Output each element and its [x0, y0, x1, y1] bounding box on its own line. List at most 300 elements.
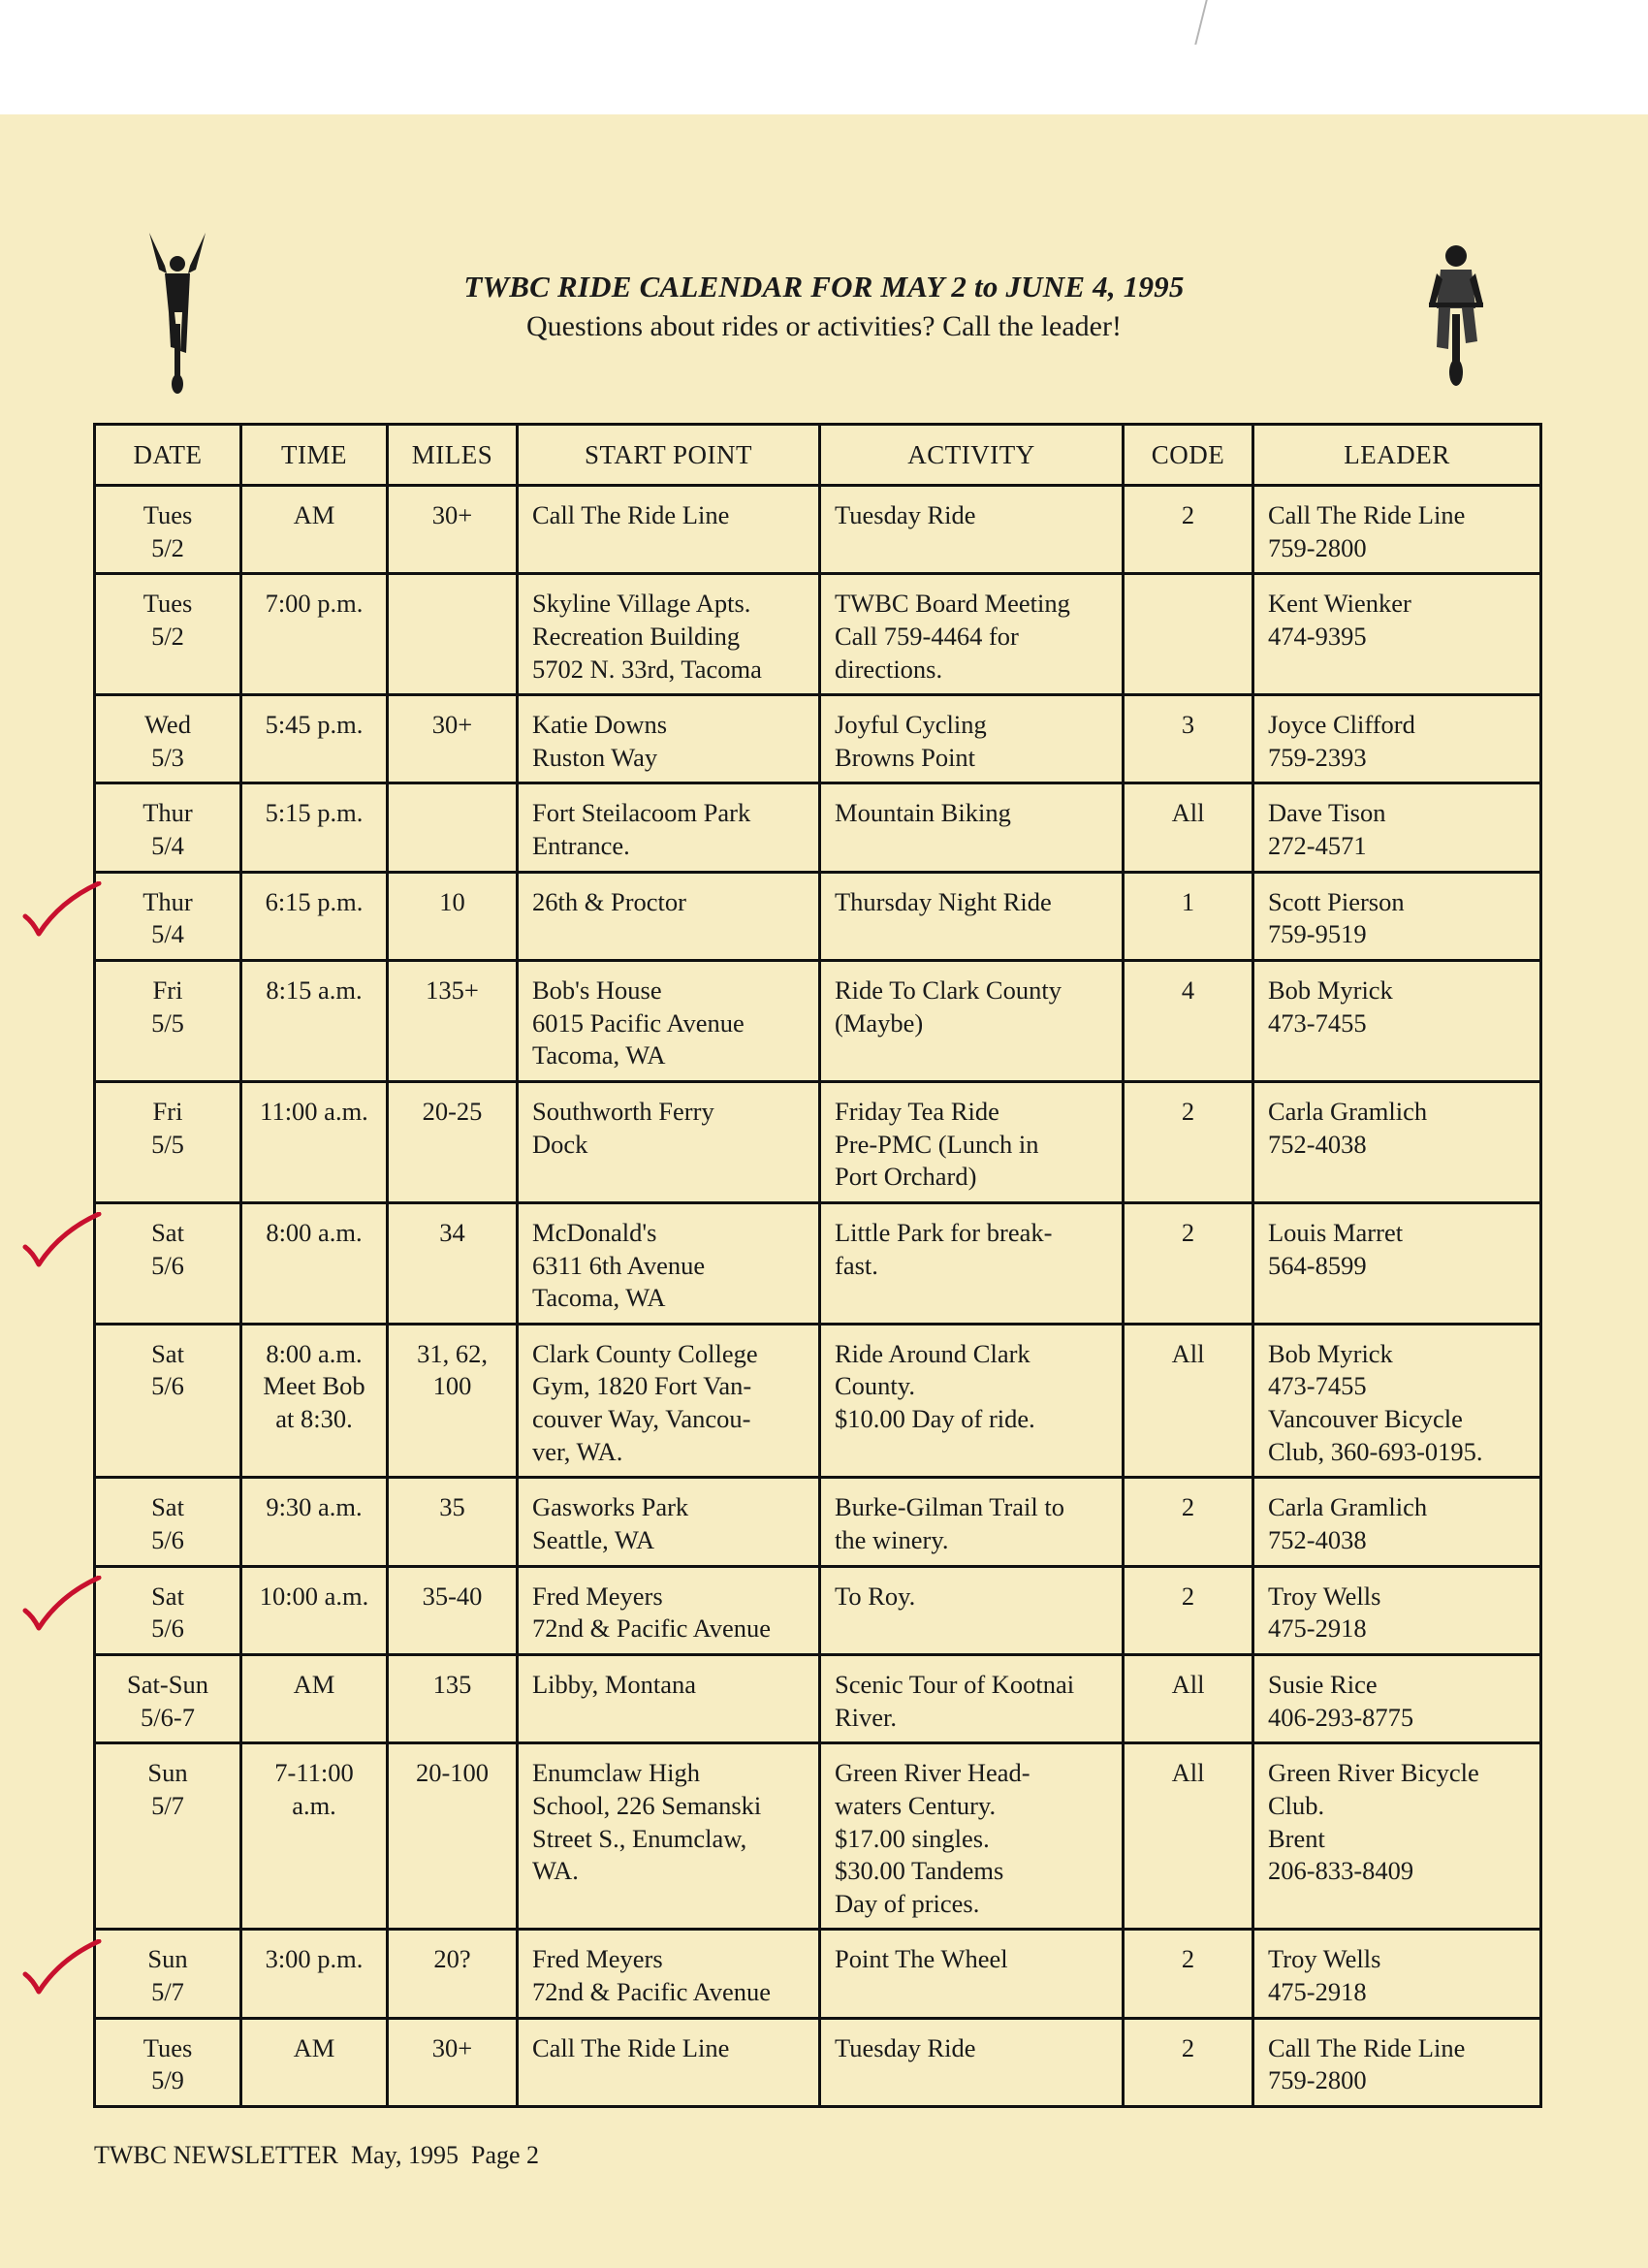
time-line: AM — [293, 1669, 335, 1699]
cell-leader — [1253, 1930, 1541, 2018]
cell-date — [95, 695, 241, 783]
cyclist-riding-icon — [1423, 240, 1489, 388]
cell-time — [241, 872, 388, 960]
leader-line: 473-7455 — [1268, 1371, 1367, 1401]
cell-time — [241, 574, 388, 695]
table-row — [95, 1324, 1541, 1478]
time-line: at 8:30. — [275, 1404, 353, 1434]
start-point-line: Clark County College — [532, 1338, 758, 1368]
cell-time — [241, 486, 388, 574]
miles-line: 35 — [439, 1492, 465, 1522]
red-check-mark-icon — [21, 881, 103, 940]
start-point-line: Tacoma, WA — [532, 1040, 666, 1070]
code-line: 2 — [1181, 1581, 1195, 1611]
cell-start-point — [518, 1324, 820, 1478]
cell-time — [241, 1930, 388, 2018]
leader-line: 759-2800 — [1268, 2065, 1367, 2095]
activity-line: Scenic Tour of Kootnai — [835, 1669, 1075, 1699]
date-line: 5/9 — [151, 2065, 184, 2095]
cell-start-point — [518, 1081, 820, 1202]
cell-code — [1124, 1478, 1253, 1566]
start-point-line: Call The Ride Line — [532, 500, 730, 529]
cell-date — [95, 574, 241, 695]
cell-time — [241, 1478, 388, 1566]
code-line: 2 — [1181, 500, 1195, 529]
time-line: 7:00 p.m. — [265, 589, 364, 619]
leader-line: 752-4038 — [1268, 1129, 1367, 1159]
cell-leader — [1253, 872, 1541, 960]
code-line: 2 — [1181, 1096, 1195, 1126]
table-row — [95, 1478, 1541, 1566]
activity-line: Joyful Cycling — [835, 710, 987, 740]
start-point-line: Enumclaw High — [532, 1758, 700, 1788]
code-line: 2 — [1181, 1944, 1195, 1974]
date-line: Sun — [147, 1944, 188, 1974]
leader-line: Troy Wells — [1268, 1944, 1381, 1974]
start-point-line: Fred Meyers — [532, 1581, 663, 1611]
code-line: All — [1171, 798, 1205, 828]
activity-line: $17.00 singles. — [835, 1823, 990, 1853]
start-point-line: Seattle, WA — [532, 1525, 655, 1555]
activity-line: County. — [835, 1371, 915, 1401]
activity-line: (Maybe) — [835, 1007, 924, 1038]
miles-line: 10 — [439, 886, 465, 916]
start-point-line: 72nd & Pacific Avenue — [532, 1613, 772, 1644]
leader-line: 564-8599 — [1268, 1250, 1367, 1280]
cell-date — [95, 2018, 241, 2106]
time-line: 9:30 a.m. — [266, 1492, 363, 1522]
cell-activity — [820, 1930, 1124, 2018]
cell-activity — [820, 1478, 1124, 1566]
date-line: 5/6 — [151, 1525, 184, 1555]
table-row — [95, 1566, 1541, 1654]
activity-line: Point The Wheel — [835, 1944, 1008, 1974]
cell-time — [241, 1081, 388, 1202]
cell-date — [95, 783, 241, 872]
table-row — [95, 486, 1541, 574]
cell-code — [1124, 2018, 1253, 2106]
cell-time — [241, 695, 388, 783]
time-line: 5:15 p.m. — [265, 798, 364, 828]
leader-line: Brent — [1268, 1823, 1325, 1853]
activity-line: River. — [835, 1702, 898, 1732]
date-line: 5/6 — [151, 1250, 184, 1280]
cell-start-point — [518, 1930, 820, 2018]
cell-miles — [388, 1081, 518, 1202]
leader-line: Club, 360-693-0195. — [1268, 1436, 1483, 1466]
pencil-mark — [1194, 0, 1228, 45]
leader-line: 759-2800 — [1268, 532, 1367, 562]
calendar-header — [291, 270, 1357, 343]
cell-start-point — [518, 695, 820, 783]
date-line: 5/2 — [151, 621, 184, 651]
column-header-leader: LEADER — [1253, 425, 1541, 486]
cell-date — [95, 1324, 241, 1478]
activity-line: $10.00 Day of ride. — [835, 1404, 1035, 1434]
leader-line: 752-4038 — [1268, 1525, 1367, 1555]
activity-line: To Roy. — [835, 1581, 916, 1611]
date-line: Wed — [144, 710, 191, 740]
start-point-line: McDonald's — [532, 1217, 657, 1247]
cell-date — [95, 1654, 241, 1742]
start-point-line: 6015 Pacific Avenue — [532, 1007, 745, 1038]
activity-line: Little Park for break- — [835, 1217, 1053, 1247]
time-line: 11:00 a.m. — [260, 1096, 368, 1126]
cell-time — [241, 2018, 388, 2106]
table-row — [95, 961, 1541, 1082]
cell-date — [95, 1930, 241, 2018]
activity-line: Call 759-4464 for — [835, 621, 1019, 651]
start-point-line: Dock — [532, 1129, 588, 1159]
leader-line: Green River Bicycle — [1268, 1758, 1479, 1788]
start-point-line: WA. — [532, 1856, 579, 1886]
cell-activity — [820, 695, 1124, 783]
start-point-line: Libby, Montana — [532, 1669, 697, 1699]
cell-code — [1124, 1081, 1253, 1202]
cell-start-point — [518, 961, 820, 1082]
date-line: 5/6-7 — [141, 1702, 195, 1732]
miles-line: 34 — [439, 1217, 465, 1247]
time-line: 5:45 p.m. — [265, 710, 364, 740]
cell-start-point — [518, 1743, 820, 1930]
start-point-line: School, 226 Semanski — [532, 1790, 762, 1820]
cell-date — [95, 1081, 241, 1202]
cell-start-point — [518, 1478, 820, 1566]
date-line: 5/5 — [151, 1129, 184, 1159]
leader-line: Carla Gramlich — [1268, 1492, 1428, 1522]
cell-leader — [1253, 1654, 1541, 1742]
table-row — [95, 1202, 1541, 1324]
time-line: 3:00 p.m. — [265, 1944, 364, 1974]
leader-line: Bob Myrick — [1268, 975, 1393, 1006]
code-line: 2 — [1181, 1217, 1195, 1247]
activity-line: $30.00 Tandems — [835, 1856, 1004, 1886]
activity-line: Thursday Night Ride — [835, 886, 1052, 916]
leader-line: Scott Pierson — [1268, 886, 1405, 916]
cell-miles — [388, 574, 518, 695]
cell-leader — [1253, 695, 1541, 783]
cell-leader — [1253, 2018, 1541, 2106]
leader-line: Call The Ride Line — [1268, 500, 1466, 529]
cell-leader — [1253, 1743, 1541, 1930]
date-line: Sat — [151, 1338, 184, 1368]
cell-miles — [388, 1478, 518, 1566]
leader-line: Vancouver Bicycle — [1268, 1404, 1463, 1434]
cell-activity — [820, 1743, 1124, 1930]
leader-line: Joyce Clifford — [1268, 710, 1415, 740]
time-line: AM — [293, 2032, 335, 2062]
cell-code — [1124, 1202, 1253, 1324]
date-line: 5/6 — [151, 1371, 184, 1401]
activity-line: TWBC Board Meeting — [835, 589, 1070, 619]
cell-leader — [1253, 961, 1541, 1082]
cell-miles — [388, 961, 518, 1082]
code-line: All — [1171, 1669, 1205, 1699]
cell-miles — [388, 486, 518, 574]
column-header-date: DATE — [95, 425, 241, 486]
cell-date — [95, 1566, 241, 1654]
cell-activity — [820, 486, 1124, 574]
cell-activity — [820, 1081, 1124, 1202]
red-check-mark-icon — [21, 1576, 103, 1634]
cell-leader — [1253, 1478, 1541, 1566]
date-line: Sat — [151, 1217, 184, 1247]
time-line: a.m. — [292, 1790, 336, 1820]
start-point-line: Ruston Way — [532, 742, 658, 772]
activity-line: Ride To Clark County — [835, 975, 1062, 1006]
column-header-code: CODE — [1124, 425, 1253, 486]
code-line: 3 — [1181, 710, 1195, 740]
column-header-time: TIME — [241, 425, 388, 486]
miles-line: 30+ — [431, 500, 473, 529]
leader-line: 475-2918 — [1268, 1613, 1367, 1644]
cell-activity — [820, 1654, 1124, 1742]
activity-line: Tuesday Ride — [835, 500, 976, 529]
cell-leader — [1253, 1081, 1541, 1202]
page-footer: TWBC NEWSLETTER May, 1995 Page 2 — [94, 2141, 540, 2169]
table-row — [95, 872, 1541, 960]
date-line: Tues — [143, 589, 193, 619]
table-row — [95, 1930, 1541, 2018]
start-point-line: Fort Steilacoom Park — [532, 798, 751, 828]
start-point-line: 6311 6th Avenue — [532, 1250, 706, 1280]
table-row — [95, 1743, 1541, 1930]
miles-line: 135 — [432, 1669, 472, 1699]
date-line: Thur — [143, 798, 193, 828]
start-point-line: Entrance. — [532, 831, 630, 861]
time-line: 8:15 a.m. — [266, 975, 363, 1006]
date-line: Sat-Sun — [127, 1669, 208, 1699]
cell-activity — [820, 2018, 1124, 2106]
activity-line: fast. — [835, 1250, 878, 1280]
activity-line: Mountain Biking — [835, 798, 1011, 828]
cell-activity — [820, 1324, 1124, 1478]
cell-activity — [820, 1566, 1124, 1654]
leader-line: Dave Tison — [1268, 798, 1386, 828]
cell-date — [95, 872, 241, 960]
activity-line: Burke-Gilman Trail to — [835, 1492, 1065, 1522]
cell-leader — [1253, 486, 1541, 574]
miles-line: 20-25 — [422, 1096, 483, 1126]
cell-start-point — [518, 783, 820, 872]
cell-start-point — [518, 486, 820, 574]
cell-time — [241, 1324, 388, 1478]
start-point-line: Tacoma, WA — [532, 1283, 666, 1313]
cell-code — [1124, 486, 1253, 574]
activity-line: Friday Tea Ride — [835, 1096, 999, 1126]
leader-line: 759-9519 — [1268, 919, 1367, 949]
start-point-line: couver Way, Vancou- — [532, 1404, 751, 1434]
code-line: All — [1171, 1758, 1205, 1788]
cell-start-point — [518, 1202, 820, 1324]
time-line: 8:00 a.m. — [266, 1338, 363, 1368]
column-header-activity: ACTIVITY — [820, 425, 1124, 486]
date-line: Tues — [143, 2032, 193, 2062]
activity-line: Pre-PMC (Lunch in — [835, 1129, 1039, 1159]
cell-start-point — [518, 574, 820, 695]
cell-miles — [388, 695, 518, 783]
time-line: 10:00 a.m. — [259, 1581, 369, 1611]
time-line: 6:15 p.m. — [265, 886, 364, 916]
start-point-line: ver, WA. — [532, 1436, 623, 1466]
code-line: 2 — [1181, 1492, 1195, 1522]
column-header-start-point: START POINT — [518, 425, 820, 486]
cell-code — [1124, 1654, 1253, 1742]
date-line: Tues — [143, 500, 193, 529]
code-line: 2 — [1181, 2032, 1195, 2062]
activity-line: Tuesday Ride — [835, 2032, 976, 2062]
time-line: 7-11:00 — [274, 1758, 354, 1788]
table-row — [95, 1654, 1541, 1742]
cell-leader — [1253, 1202, 1541, 1324]
cell-date — [95, 1743, 241, 1930]
code-line: 1 — [1181, 886, 1195, 916]
cell-time — [241, 783, 388, 872]
leader-line: 473-7455 — [1268, 1007, 1367, 1038]
cell-start-point — [518, 872, 820, 960]
start-point-line: 72nd & Pacific Avenue — [532, 1977, 772, 2007]
leader-line: Troy Wells — [1268, 1581, 1381, 1611]
date-line: Sun — [147, 1758, 188, 1788]
column-header-miles: MILES — [388, 425, 518, 486]
miles-line: 20-100 — [415, 1758, 490, 1788]
cell-code — [1124, 1566, 1253, 1654]
leader-line: 475-2918 — [1268, 1977, 1367, 2007]
cell-leader — [1253, 1566, 1541, 1654]
start-point-line: Fred Meyers — [532, 1944, 663, 1974]
cell-start-point — [518, 1566, 820, 1654]
miles-line: 135+ — [426, 975, 479, 1006]
cell-code — [1124, 1930, 1253, 2018]
leader-line: 759-2393 — [1268, 742, 1367, 772]
cell-code — [1124, 1324, 1253, 1478]
date-line: 5/4 — [151, 919, 184, 949]
cell-code — [1124, 872, 1253, 960]
cell-time — [241, 961, 388, 1082]
leader-line: 272-4571 — [1268, 831, 1367, 861]
date-line: Fri — [152, 1096, 183, 1126]
leader-line: Club. — [1268, 1790, 1325, 1820]
miles-line: 31, 62, — [417, 1338, 488, 1368]
cell-activity — [820, 1202, 1124, 1324]
date-line: Fri — [152, 975, 183, 1006]
table-row — [95, 783, 1541, 872]
cell-leader — [1253, 574, 1541, 695]
date-line: 5/7 — [151, 1977, 184, 2007]
leader-line: Susie Rice — [1268, 1669, 1378, 1699]
date-line: 5/4 — [151, 831, 184, 861]
table-row — [95, 695, 1541, 783]
date-line: 5/5 — [151, 1007, 184, 1038]
code-line: 4 — [1181, 975, 1195, 1006]
calendar-title: TWBC RIDE CALENDAR FOR MAY 2 to JUNE 4, 1995 — [463, 270, 1185, 303]
date-line: 5/6 — [151, 1613, 184, 1644]
leader-line: Call The Ride Line — [1268, 2032, 1466, 2062]
leader-line: Bob Myrick — [1268, 1338, 1393, 1368]
cell-activity — [820, 872, 1124, 960]
cell-date — [95, 961, 241, 1082]
activity-line: Browns Point — [835, 742, 976, 772]
activity-line: Port Orchard) — [835, 1162, 977, 1192]
cell-date — [95, 486, 241, 574]
table-row — [95, 574, 1541, 695]
cell-date — [95, 1202, 241, 1324]
leader-line: Louis Marret — [1268, 1217, 1404, 1247]
date-line: 5/2 — [151, 532, 184, 562]
ride-calendar-table — [93, 423, 1542, 2108]
cell-start-point — [518, 2018, 820, 2106]
cell-activity — [820, 783, 1124, 872]
cell-time — [241, 1743, 388, 1930]
start-point-line: Call The Ride Line — [532, 2032, 730, 2062]
leader-line: Kent Wienker — [1268, 589, 1411, 619]
cell-miles — [388, 1654, 518, 1742]
red-check-mark-icon — [21, 1212, 103, 1270]
start-point-line: Gasworks Park — [532, 1492, 689, 1522]
cell-code — [1124, 961, 1253, 1082]
cell-code — [1124, 574, 1253, 695]
start-point-line: Street S., Enumclaw, — [532, 1823, 747, 1853]
start-point-line: Southworth Ferry — [532, 1096, 714, 1126]
cell-code — [1124, 783, 1253, 872]
cell-time — [241, 1566, 388, 1654]
cell-time — [241, 1202, 388, 1324]
date-line: 5/3 — [151, 742, 184, 772]
miles-line: 100 — [432, 1371, 472, 1401]
time-line: AM — [293, 500, 335, 529]
red-check-mark-icon — [21, 1939, 103, 1997]
start-point-line: Katie Downs — [532, 710, 668, 740]
calendar-subtitle: Questions about rides or activities? Call the leader! — [526, 310, 1122, 342]
start-point-line: Gym, 1820 Fort Van- — [532, 1371, 752, 1401]
start-point-line: 5702 N. 33rd, Tacoma — [532, 654, 762, 684]
leader-line: 406-293-8775 — [1268, 1702, 1414, 1732]
cell-date — [95, 1478, 241, 1566]
activity-line: Green River Head- — [835, 1758, 1030, 1788]
cell-leader — [1253, 783, 1541, 872]
cell-start-point — [518, 1654, 820, 1742]
cell-miles — [388, 1743, 518, 1930]
cell-activity — [820, 574, 1124, 695]
leader-line: Carla Gramlich — [1268, 1096, 1428, 1126]
date-line: 5/7 — [151, 1790, 184, 1820]
cell-miles — [388, 872, 518, 960]
cell-miles — [388, 783, 518, 872]
time-line: 8:00 a.m. — [266, 1217, 363, 1247]
start-point-line: 26th & Proctor — [532, 886, 686, 916]
time-line: Meet Bob — [263, 1371, 365, 1401]
start-point-line: Bob's House — [532, 975, 662, 1006]
cell-miles — [388, 2018, 518, 2106]
activity-line: the winery. — [835, 1525, 949, 1555]
date-line: Sat — [151, 1581, 184, 1611]
start-point-line: Skyline Village Apts. — [532, 589, 751, 619]
miles-line: 35-40 — [422, 1581, 483, 1611]
cell-miles — [388, 1202, 518, 1324]
cell-activity — [820, 961, 1124, 1082]
cell-miles — [388, 1324, 518, 1478]
leader-line: 474-9395 — [1268, 621, 1367, 651]
start-point-line: Recreation Building — [532, 621, 741, 651]
code-line: All — [1171, 1338, 1205, 1368]
activity-line: waters Century. — [835, 1790, 997, 1820]
cell-miles — [388, 1930, 518, 2018]
date-line: Thur — [143, 886, 193, 916]
activity-line: Day of prices. — [835, 1888, 980, 1918]
table-row — [95, 2018, 1541, 2106]
miles-line: 30+ — [431, 710, 473, 740]
activity-line: Ride Around Clark — [835, 1338, 1030, 1368]
